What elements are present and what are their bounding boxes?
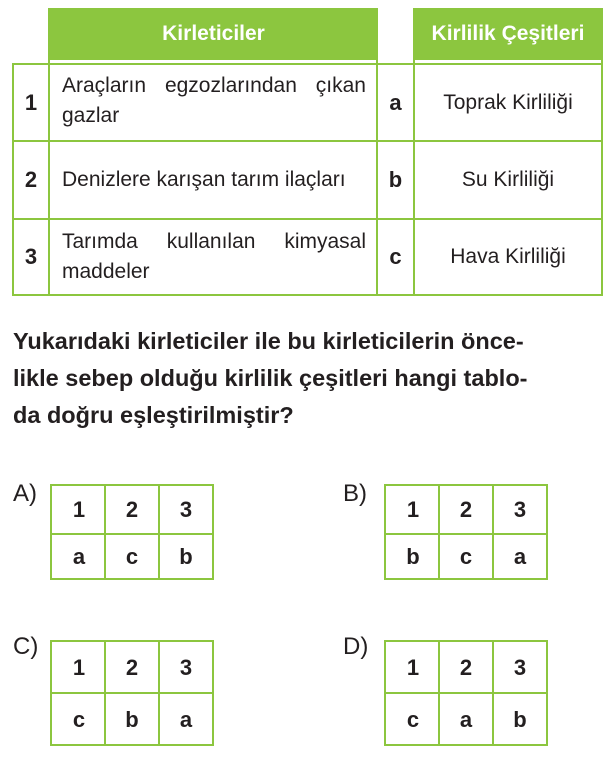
option-cell: b [513, 707, 527, 732]
option-cell: 2 [459, 654, 473, 680]
option-table [384, 640, 548, 746]
option-cell: a [513, 544, 527, 569]
option-cell: c [72, 707, 86, 732]
question-line: Yukarıdaki kirleticiler ile bu kirleticilerin önce- [13, 328, 524, 354]
option-cell: c [125, 544, 139, 569]
row-letter: a [389, 89, 402, 115]
table-line [48, 8, 50, 296]
option-table [384, 484, 548, 580]
option-label: A) [13, 480, 37, 507]
pollution-type: Toprak Kirliliği [443, 90, 573, 114]
option-cell: 3 [179, 654, 193, 680]
option-cell: b [406, 544, 420, 569]
question-text [13, 323, 608, 434]
question-line: likle sebep olduğu kirlilik çeşitleri hangi tablo- [13, 365, 528, 391]
pollutant-text: Araçların egzozlarından çıkan gazlar [62, 74, 366, 127]
pollutant-text: Tarımda kullanılan kimyasal maddeler [62, 230, 366, 283]
table-line [601, 8, 603, 296]
option-label: B) [343, 480, 367, 507]
option-cell: 1 [72, 497, 86, 522]
option-cell: 1 [72, 654, 86, 680]
option-table [50, 640, 214, 746]
option-cell: a [179, 707, 193, 732]
option-cell: a [72, 544, 86, 569]
pollutant-text: Denizlere karışan tarım ilaçları [62, 168, 346, 191]
option-cell: b [179, 544, 193, 569]
row-number: 1 [24, 89, 38, 115]
option-cell: 2 [459, 497, 473, 522]
option-cell: c [406, 707, 420, 732]
pollution-type: Hava Kirliliği [450, 245, 566, 268]
row-number: 3 [24, 244, 38, 269]
option-cell: 2 [125, 497, 139, 522]
option-cell: a [459, 707, 473, 732]
option-cell: 2 [125, 654, 139, 680]
option-table [50, 484, 214, 580]
header-kirlilik-cesitleri: Kirlilik Çeşitleri [414, 8, 602, 60]
row-letter: c [389, 244, 402, 269]
row-letter: b [388, 167, 403, 192]
option-cell: 3 [179, 497, 193, 522]
option-cell: 3 [513, 654, 527, 680]
table-line [12, 294, 602, 296]
option-cell: 1 [406, 654, 420, 680]
header-kirleticiler: Kirleticiler [50, 8, 377, 60]
option-cell: 3 [513, 497, 527, 522]
option-cell: c [459, 544, 473, 569]
row-number: 2 [24, 167, 38, 192]
option-label: D) [343, 633, 369, 660]
option-cell: 1 [406, 497, 420, 522]
option-label: C) [13, 633, 39, 660]
option-cell: b [125, 707, 139, 732]
pollution-type: Su Kirliliği [461, 168, 555, 191]
question-line: da doğru eşleştirilmiştir? [13, 402, 294, 428]
